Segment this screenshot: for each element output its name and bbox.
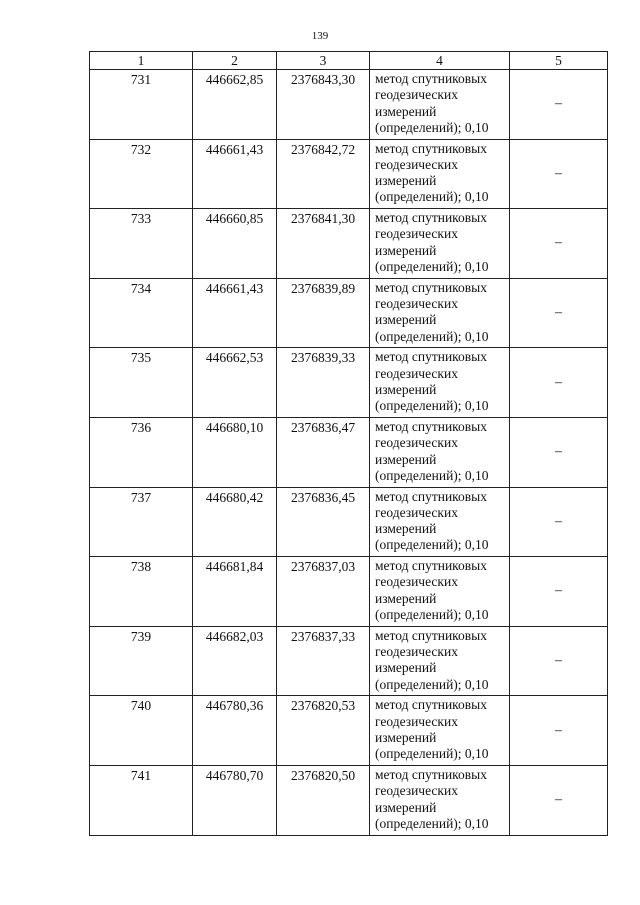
point-number: 733 <box>90 209 193 279</box>
coordinate-y: 2376837,33 <box>277 626 370 696</box>
method-description <box>370 696 510 766</box>
method-line: измерений <box>375 590 437 606</box>
coordinate-x: 446661,43 <box>193 278 277 348</box>
method-line: метод спутниковых <box>375 627 487 643</box>
coordinate-x: 446780,36 <box>193 696 277 766</box>
extra-value: – <box>510 70 608 140</box>
method-line: геодезических <box>375 365 458 381</box>
method-line: геодезических <box>375 504 458 520</box>
method-line: измерений <box>375 173 437 189</box>
method-line: измерений <box>375 451 437 467</box>
method-line: геодезических <box>375 574 458 590</box>
method-description <box>370 139 510 209</box>
method-line: (определений); 0,10 <box>375 746 489 762</box>
coordinate-y: 2376843,30 <box>277 70 370 140</box>
table-row <box>90 278 608 348</box>
header-col-1: 1 <box>90 52 193 70</box>
method-line: (определений); 0,10 <box>375 607 489 623</box>
table-row <box>90 765 608 835</box>
method-line: (определений); 0,10 <box>375 189 489 205</box>
method-line: (определений); 0,10 <box>375 119 489 135</box>
method-line: измерений <box>375 381 437 397</box>
table-row <box>90 139 608 209</box>
method-line: геодезических <box>375 87 458 103</box>
table-row <box>90 417 608 487</box>
coordinate-y: 2376836,45 <box>277 487 370 557</box>
point-number: 740 <box>90 696 193 766</box>
method-line: геодезических <box>375 156 458 172</box>
header-col-5: 5 <box>510 52 608 70</box>
method-description <box>370 278 510 348</box>
coordinate-x: 446662,85 <box>193 70 277 140</box>
coordinate-y: 2376839,89 <box>277 278 370 348</box>
method-description <box>370 209 510 279</box>
method-line: (определений); 0,10 <box>375 328 489 344</box>
method-line: (определений); 0,10 <box>375 259 489 275</box>
coordinate-x: 446780,70 <box>193 765 277 835</box>
method-line: (определений); 0,10 <box>375 398 489 414</box>
coordinate-y: 2376841,30 <box>277 209 370 279</box>
method-line: (определений); 0,10 <box>375 815 489 831</box>
extra-value: – <box>510 348 608 418</box>
page-number: 139 <box>311 30 329 42</box>
coordinate-y: 2376837,03 <box>277 557 370 627</box>
table-row <box>90 557 608 627</box>
method-description <box>370 70 510 140</box>
method-line: метод спутниковых <box>375 210 487 226</box>
table-row <box>90 70 608 140</box>
extra-value: – <box>510 557 608 627</box>
coordinate-x: 446682,03 <box>193 626 277 696</box>
table-row <box>90 209 608 279</box>
header-col-4: 4 <box>370 52 510 70</box>
method-line: метод спутниковых <box>375 697 487 713</box>
coordinate-y: 2376836,47 <box>277 417 370 487</box>
coordinate-y: 2376839,33 <box>277 348 370 418</box>
header-col-3: 3 <box>277 52 370 70</box>
method-line: измерений <box>375 729 437 745</box>
table-row <box>90 487 608 557</box>
method-line: измерений <box>375 103 437 119</box>
coordinate-x: 446680,42 <box>193 487 277 557</box>
extra-value: – <box>510 417 608 487</box>
point-number: 739 <box>90 626 193 696</box>
method-line: измерений <box>375 242 437 258</box>
method-line: измерений <box>375 521 437 537</box>
point-number: 732 <box>90 139 193 209</box>
extra-value: – <box>510 278 608 348</box>
method-line: метод спутниковых <box>375 766 487 782</box>
method-line: метод спутниковых <box>375 349 487 365</box>
point-number: 735 <box>90 348 193 418</box>
method-description <box>370 765 510 835</box>
method-line: измерений <box>375 660 437 676</box>
coordinate-x: 446681,84 <box>193 557 277 627</box>
method-line: метод спутниковых <box>375 488 487 504</box>
method-line: геодезических <box>375 713 458 729</box>
method-description <box>370 348 510 418</box>
extra-value: – <box>510 209 608 279</box>
method-line: (определений); 0,10 <box>375 537 489 553</box>
table-row <box>90 348 608 418</box>
extra-value: – <box>510 487 608 557</box>
point-number: 737 <box>90 487 193 557</box>
method-description <box>370 417 510 487</box>
method-line: метод спутниковых <box>375 558 487 574</box>
method-line: измерений <box>375 799 437 815</box>
point-number: 738 <box>90 557 193 627</box>
extra-value: – <box>510 626 608 696</box>
point-number: 736 <box>90 417 193 487</box>
method-line: метод спутниковых <box>375 279 487 295</box>
method-line: (определений); 0,10 <box>375 676 489 692</box>
coordinate-y: 2376820,53 <box>277 696 370 766</box>
table-body <box>90 70 608 836</box>
point-number: 731 <box>90 70 193 140</box>
extra-value: – <box>510 696 608 766</box>
extra-value: – <box>510 765 608 835</box>
method-line: геодезических <box>375 783 458 799</box>
method-line: геодезических <box>375 644 458 660</box>
coordinate-x: 446661,43 <box>193 139 277 209</box>
method-description <box>370 487 510 557</box>
method-line: метод спутниковых <box>375 140 487 156</box>
table-header-row <box>90 52 608 70</box>
coordinates-table <box>89 51 608 836</box>
header-col-2: 2 <box>193 52 277 70</box>
method-line: измерений <box>375 312 437 328</box>
coordinate-x: 446680,10 <box>193 417 277 487</box>
coordinate-x: 446660,85 <box>193 209 277 279</box>
method-line: геодезических <box>375 435 458 451</box>
coordinate-y: 2376842,72 <box>277 139 370 209</box>
coordinate-y: 2376820,50 <box>277 765 370 835</box>
table-row <box>90 626 608 696</box>
method-line: (определений); 0,10 <box>375 467 489 483</box>
point-number: 734 <box>90 278 193 348</box>
method-line: метод спутниковых <box>375 418 487 434</box>
method-line: метод спутниковых <box>375 71 487 86</box>
method-line: геодезических <box>375 296 458 312</box>
point-number: 741 <box>90 765 193 835</box>
extra-value: – <box>510 139 608 209</box>
method-line: геодезических <box>375 226 458 242</box>
table-row <box>90 696 608 766</box>
method-description <box>370 626 510 696</box>
method-description <box>370 557 510 627</box>
coordinate-x: 446662,53 <box>193 348 277 418</box>
